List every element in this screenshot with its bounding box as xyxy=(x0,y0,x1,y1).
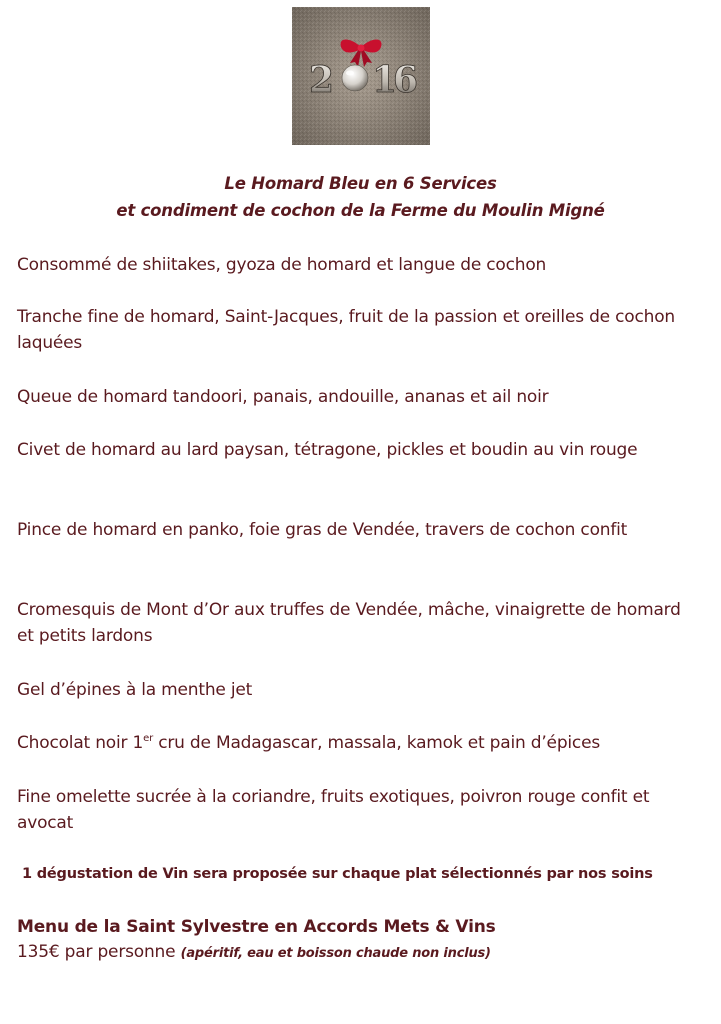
dish-2: Tranche fine de homard, Saint-Jacques, fruit de la passion et oreilles de cochon laquées xyxy=(17,307,675,353)
dish-5: Pince de homard en panko, foie gras de Vendée, travers de cochon confit xyxy=(17,520,628,540)
ornament-ball-icon xyxy=(342,65,368,91)
dish-1: Consommé de shiitakes, gyoza de homard et langue de cochon xyxy=(17,255,547,275)
dish-8 xyxy=(17,730,697,756)
new-year-2016-logo xyxy=(292,7,430,145)
menu-title-line-2: et condiment de cochon de la Ferme du Moulin Migné xyxy=(116,201,605,220)
dish-4: Civet de homard au lard paysan, tétragone, pickles et boudin au vin rouge xyxy=(17,440,638,460)
dish-7: Gel d’épines à la menthe jet xyxy=(17,680,253,700)
price-line xyxy=(17,942,491,962)
menu-title-line-1: Le Homard Bleu en 6 Services xyxy=(224,174,497,193)
price-note: (apéritif, eau et boisson chaude non inclus) xyxy=(180,946,491,961)
svg-text:6: 6 xyxy=(393,59,419,101)
price: 135€ par personne xyxy=(17,942,176,962)
dish-9: Fine omelette sucrée à la coriandre, fruits exotiques, poivron rouge confit et avocat xyxy=(17,787,650,833)
dish-8-text-start: Chocolat noir 1 xyxy=(17,733,144,753)
wine-pairing-note: 1 dégustation de Vin sera proposée sur chaque plat sélectionnés par nos soins xyxy=(22,866,653,882)
dish-8-superscript: er xyxy=(143,733,153,744)
svg-text:1: 1 xyxy=(372,59,398,101)
dish-3: Queue de homard tandoori, panais, andouille, ananas et ail noir xyxy=(17,387,549,407)
svg-text:2: 2 xyxy=(309,59,335,101)
offer-title: Menu de la Saint Sylvestre en Accords Mets & Vins xyxy=(17,917,496,937)
logo-graphic xyxy=(292,7,430,145)
dish-8-text-end: cru de Madagascar, massala, kamok et pain d’épices xyxy=(153,733,600,753)
dish-6: Cromesquis de Mont d’Or aux truffes de Vendée, mâche, vinaigrette de homard et petits lardons xyxy=(17,600,681,646)
